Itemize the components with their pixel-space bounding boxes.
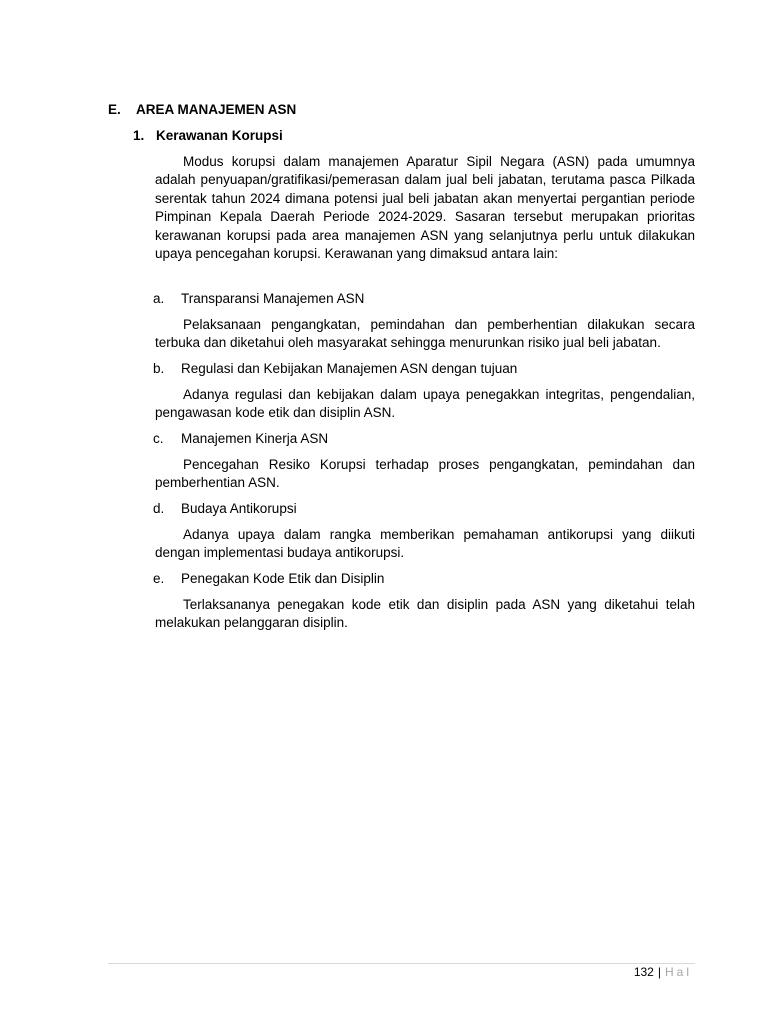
page-footer bbox=[634, 964, 692, 980]
section-title: AREA MANAJEMEN ASN bbox=[136, 102, 297, 117]
footer-divider bbox=[108, 963, 695, 964]
subsection-title: Kerawanan Korupsi bbox=[156, 128, 283, 143]
list-item-title: Budaya Antikorupsi bbox=[181, 501, 297, 516]
list-item-body: Adanya regulasi dan kebijakan dalam upaya penegakkan integritas, pengendalian, pengawasan kode etik dan disiplin ASN. bbox=[155, 387, 695, 421]
subsection-heading bbox=[133, 127, 283, 145]
list-item-heading bbox=[153, 290, 364, 308]
list-item-heading bbox=[153, 360, 517, 378]
list-item-title: Regulasi dan Kebijakan Manajemen ASN dengan tujuan bbox=[181, 361, 518, 376]
list-marker: d. bbox=[153, 501, 165, 516]
list-marker: e. bbox=[153, 571, 165, 586]
list-item-body: Adanya upaya dalam rangka memberikan pemahaman antikorupsi yang diikuti dengan implementasi budaya antikorupsi. bbox=[155, 527, 695, 561]
list-item-body: Pelaksanaan pengangkatan, pemindahan dan pemberhentian dilakukan secara terbuka dan diketahui oleh masyarakat sehingga menurunkan risiko jual beli jabatan. bbox=[155, 317, 695, 351]
list-item-heading bbox=[153, 500, 297, 518]
list-item-title: Transparansi Manajemen ASN bbox=[181, 291, 365, 306]
section-heading bbox=[108, 101, 296, 119]
section-letter: E. bbox=[108, 102, 121, 117]
list-item-heading bbox=[153, 430, 328, 448]
list-marker: a. bbox=[153, 291, 165, 306]
subsection-number: 1. bbox=[133, 128, 145, 143]
list-item-title: Penegakan Kode Etik dan Disiplin bbox=[181, 571, 385, 586]
footer-separator: | bbox=[657, 965, 661, 979]
page-number: 132 bbox=[633, 965, 654, 979]
list-marker: b. bbox=[153, 361, 165, 376]
list-item-title: Manajemen Kinerja ASN bbox=[181, 431, 329, 446]
list-item-body: Terlaksananya penegakan kode etik dan disiplin pada ASN yang diketahui telah melakukan pelanggaran disiplin. bbox=[155, 597, 695, 631]
intro-paragraph: Modus korupsi dalam manajemen Aparatur Sipil Negara (ASN) pada umumnya adalah penyuapan/gratifikasi/pemerasan dalam jual beli jabatan, terutama pasca Pilkada serentak tahun 2024 dimana potensi jual beli jabatan akan menyertai pergantian periode Pimpinan Kepala Daerah Periode 2024-2029. Sasaran tersebut merupakan prioritas kerawanan korupsi pada area manajemen ASN yang selanjutnya perlu untuk dilakukan upaya pencegahan korupsi. Kerawanan yang dimaksud antara lain: bbox=[155, 154, 695, 262]
page-label: Hal bbox=[664, 965, 692, 979]
list-item-heading bbox=[153, 570, 384, 588]
list-marker: c. bbox=[153, 431, 164, 446]
list-item-body: Pencegahan Resiko Korupsi terhadap proses pengangkatan, pemindahan dan pemberhentian ASN. bbox=[155, 457, 695, 491]
